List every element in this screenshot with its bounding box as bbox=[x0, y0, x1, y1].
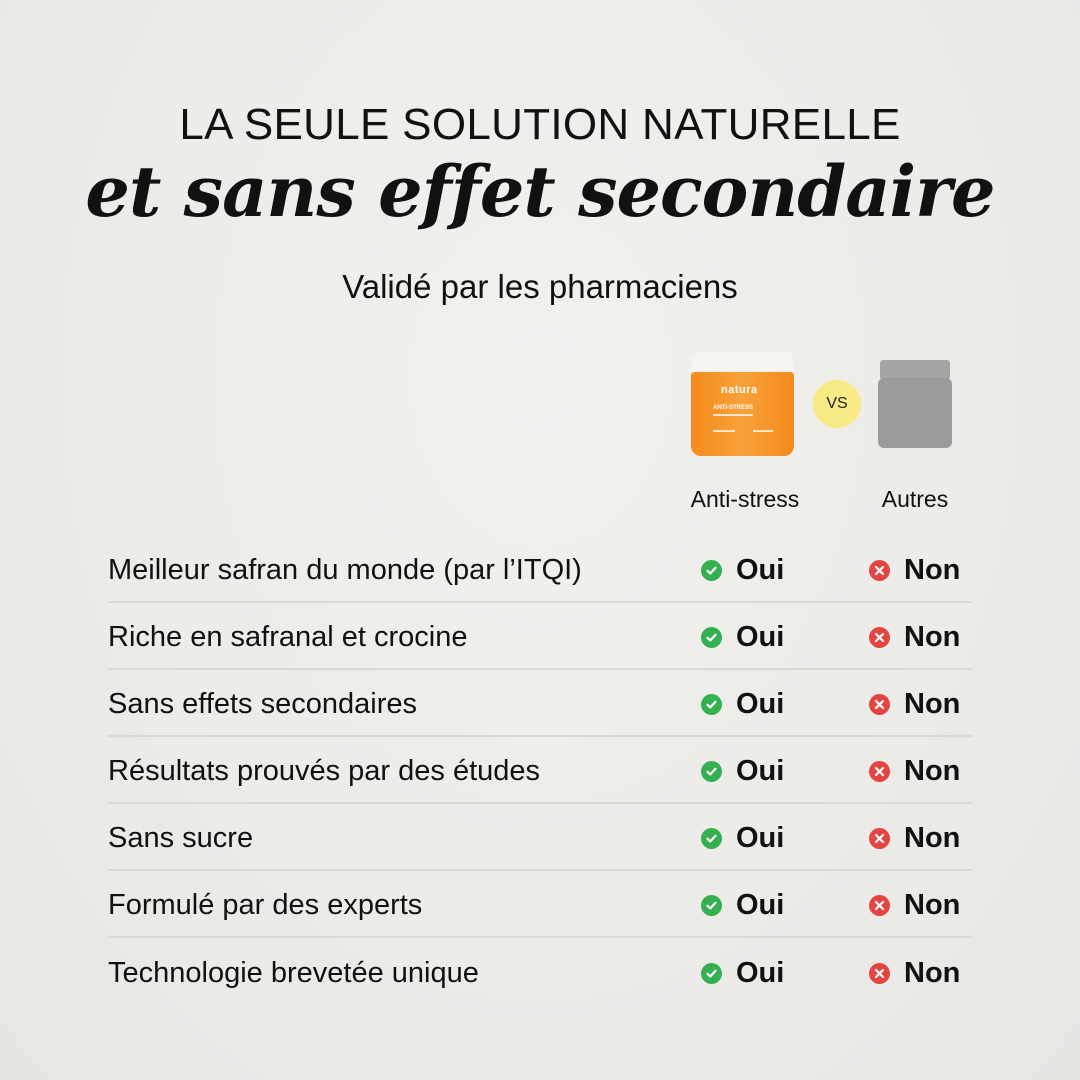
jar-lid bbox=[691, 352, 794, 374]
table-row bbox=[108, 537, 972, 604]
ours-cell bbox=[701, 872, 784, 939]
check-circle-icon bbox=[701, 627, 722, 648]
others-value: Non bbox=[904, 688, 961, 720]
x-circle-icon bbox=[869, 828, 890, 849]
product-jar-image bbox=[691, 352, 794, 456]
table-row bbox=[108, 738, 972, 805]
ours-cell bbox=[701, 671, 784, 738]
jar-label-line bbox=[753, 430, 773, 432]
row-divider bbox=[108, 869, 972, 871]
row-divider bbox=[108, 735, 972, 737]
feature-label: Sans sucre bbox=[108, 822, 254, 854]
row-divider bbox=[108, 936, 972, 938]
others-cell bbox=[869, 671, 960, 738]
check-circle-icon bbox=[701, 828, 722, 849]
others-cell bbox=[869, 537, 960, 604]
jar-brand-logo: natura bbox=[721, 384, 758, 396]
ours-cell bbox=[701, 537, 784, 604]
jar-label-line bbox=[713, 414, 753, 416]
others-value: Non bbox=[904, 621, 961, 653]
jar-product-name: ANTI-STRESS bbox=[713, 405, 754, 411]
ours-cell bbox=[701, 738, 784, 805]
check-circle-icon bbox=[701, 694, 722, 715]
x-circle-icon bbox=[869, 761, 890, 782]
others-value: Non bbox=[904, 755, 961, 787]
others-value: Non bbox=[904, 554, 961, 586]
others-cell bbox=[869, 604, 960, 671]
column-header-ours: Anti-stress bbox=[690, 486, 800, 512]
ours-value: Oui bbox=[736, 755, 785, 787]
feature-label: Meilleur safran du monde (par l’ITQI) bbox=[108, 554, 582, 586]
table-row bbox=[108, 872, 972, 939]
check-circle-icon bbox=[701, 761, 722, 782]
table-row bbox=[108, 671, 972, 738]
others-cell bbox=[869, 940, 960, 1007]
ours-value: Oui bbox=[736, 957, 785, 989]
table-row bbox=[108, 604, 972, 671]
row-divider bbox=[108, 668, 972, 670]
jar-body bbox=[691, 372, 794, 456]
ours-cell bbox=[701, 805, 784, 872]
page-subtitle: et sans effet secondaire bbox=[85, 150, 995, 233]
other-jar-lid bbox=[880, 360, 950, 380]
ours-value: Oui bbox=[736, 688, 785, 720]
other-jar-image bbox=[878, 360, 952, 448]
check-circle-icon bbox=[701, 895, 722, 916]
ours-value: Oui bbox=[736, 822, 785, 854]
feature-label: Technologie brevetée unique bbox=[108, 957, 479, 989]
ours-value: Oui bbox=[736, 621, 785, 653]
ours-cell bbox=[701, 940, 784, 1007]
x-circle-icon bbox=[869, 963, 890, 984]
other-jar-body bbox=[878, 378, 952, 448]
others-value: Non bbox=[904, 957, 961, 989]
feature-label: Résultats prouvés par des études bbox=[108, 755, 541, 787]
x-circle-icon bbox=[869, 694, 890, 715]
row-divider bbox=[108, 802, 972, 804]
row-divider bbox=[108, 601, 972, 603]
others-cell bbox=[869, 738, 960, 805]
others-value: Non bbox=[904, 889, 961, 921]
others-cell bbox=[869, 872, 960, 939]
feature-label: Riche en safranal et crocine bbox=[108, 621, 468, 653]
feature-label: Sans effets secondaires bbox=[108, 688, 417, 720]
x-circle-icon bbox=[869, 895, 890, 916]
page-title: LA SEULE SOLUTION NATURELLE bbox=[179, 100, 901, 149]
x-circle-icon bbox=[869, 560, 890, 581]
column-header-others: Autres bbox=[881, 486, 949, 512]
tagline: Validé par les pharmaciens bbox=[342, 268, 738, 305]
jar-label-line bbox=[713, 430, 735, 432]
feature-label: Formulé par des experts bbox=[108, 889, 423, 921]
vs-badge: VS bbox=[813, 380, 861, 428]
ours-value: Oui bbox=[736, 889, 785, 921]
others-value: Non bbox=[904, 822, 961, 854]
check-circle-icon bbox=[701, 963, 722, 984]
ours-value: Oui bbox=[736, 554, 785, 586]
check-circle-icon bbox=[701, 560, 722, 581]
others-cell bbox=[869, 805, 960, 872]
x-circle-icon bbox=[869, 627, 890, 648]
ours-cell bbox=[701, 604, 784, 671]
table-row bbox=[108, 940, 972, 1007]
table-row bbox=[108, 805, 972, 872]
